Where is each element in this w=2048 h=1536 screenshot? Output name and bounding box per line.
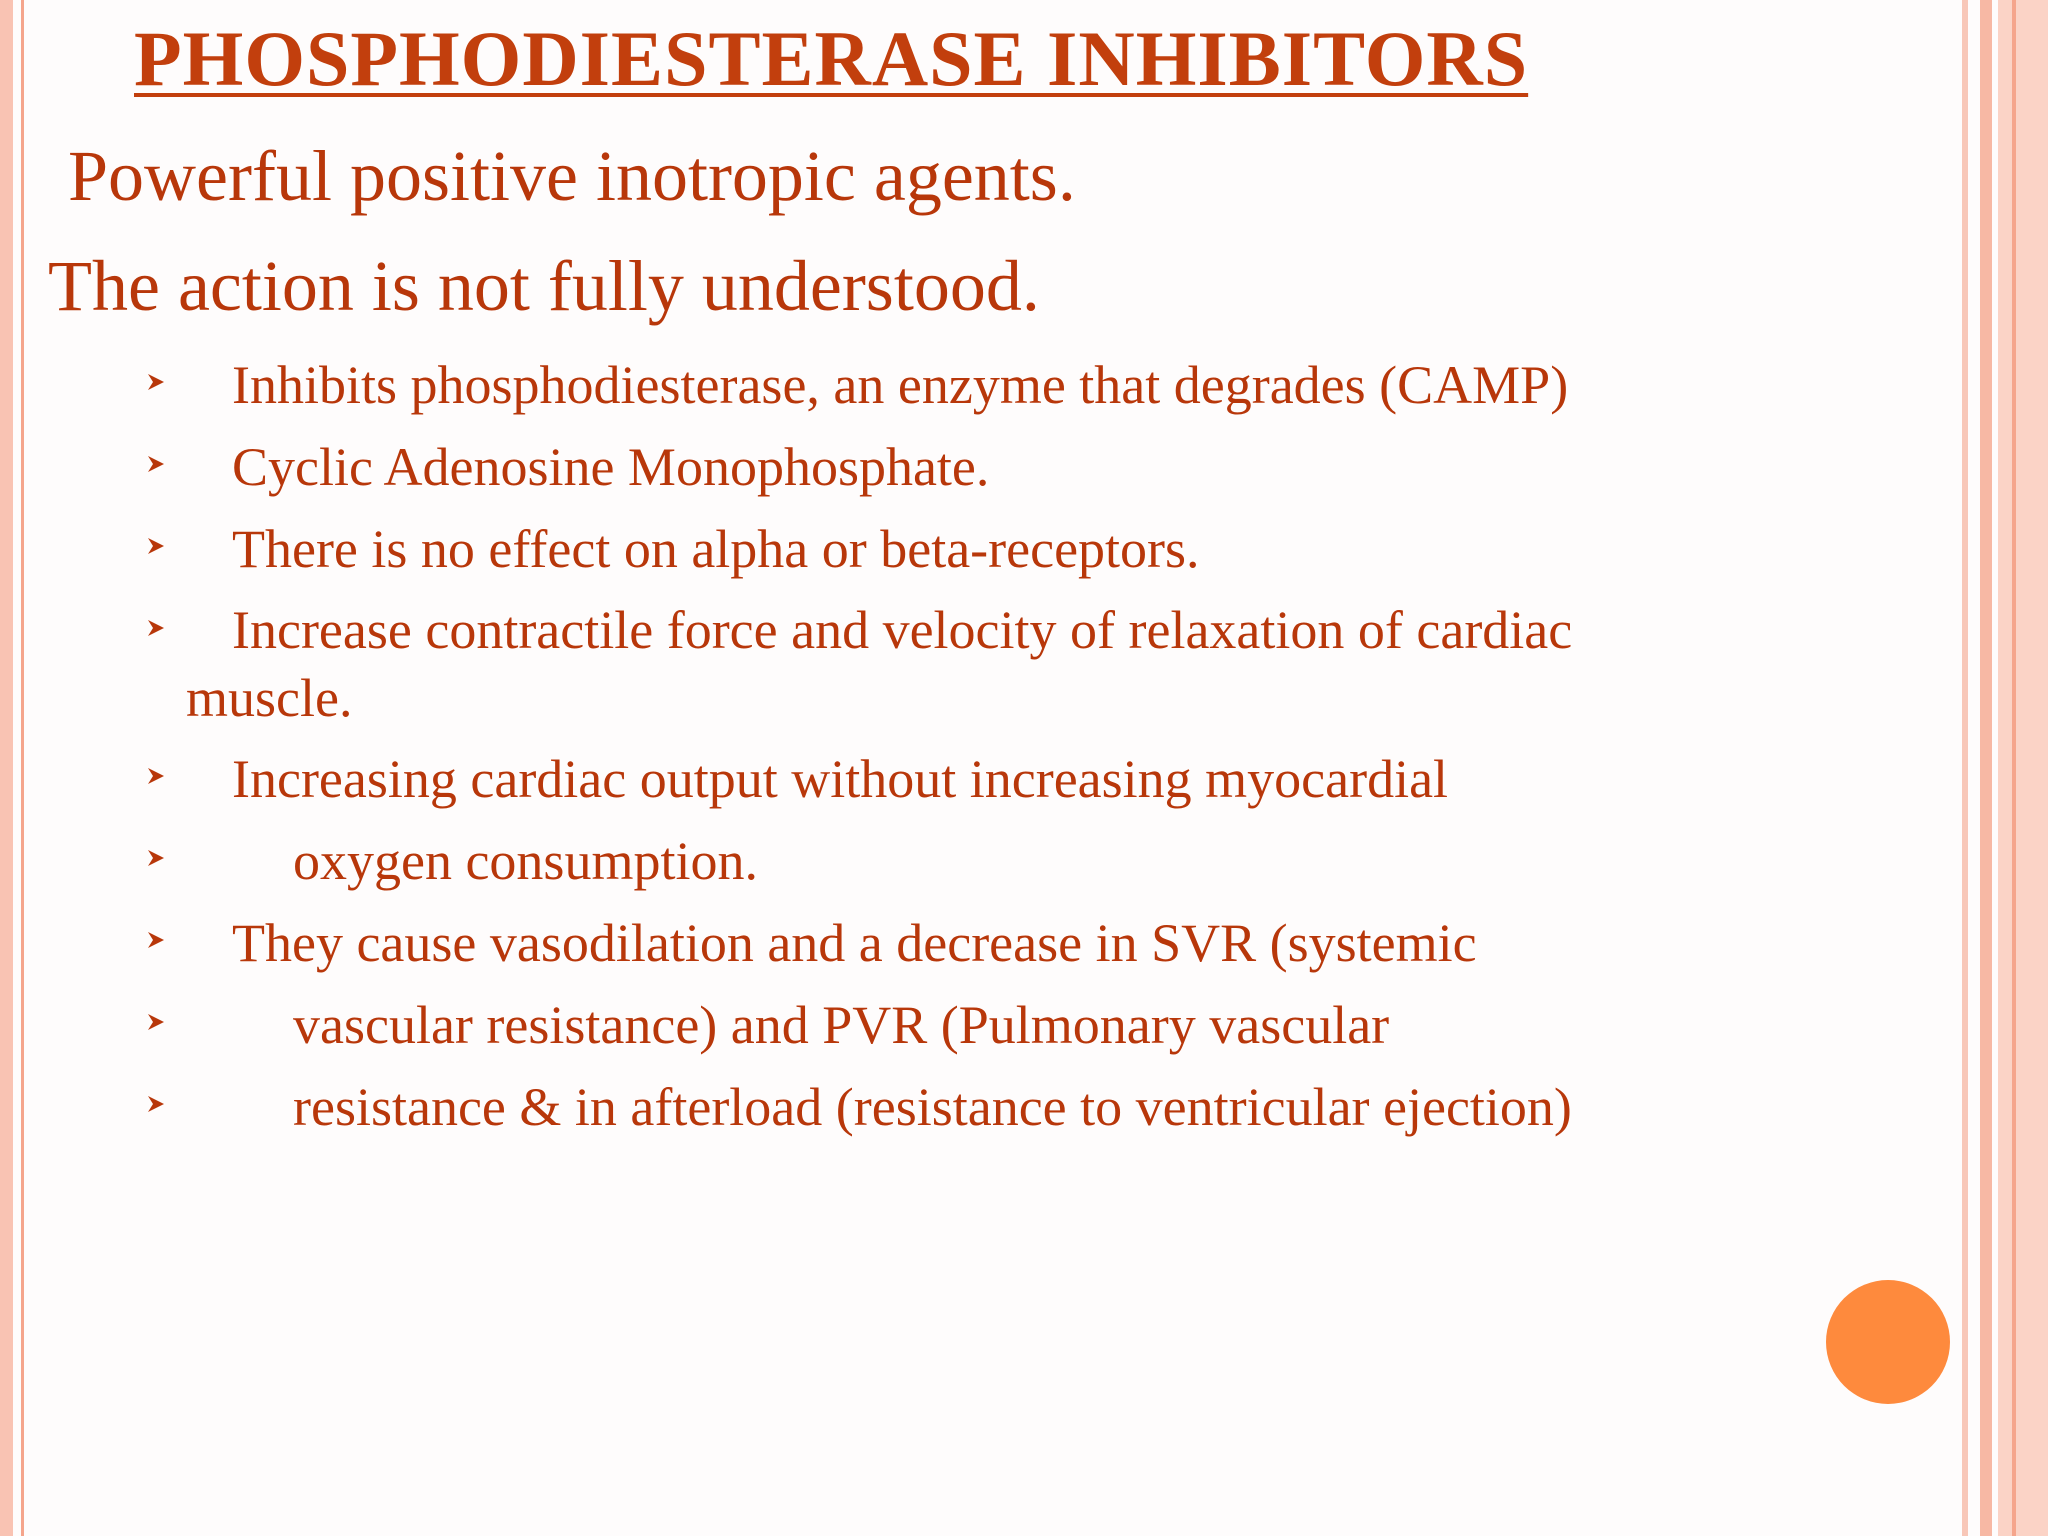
bullet-text: Inhibits phosphodiesterase, an enzyme that degrades (CAMP) (232, 355, 1569, 415)
list-item (140, 1072, 1940, 1142)
list-item (140, 908, 1940, 978)
arrowhead-bullet-icon (146, 1094, 166, 1114)
bullet-text: Cyclic Adenosine Monophosphate. (232, 437, 990, 497)
lead-line-2: The action is not fully understood. (48, 246, 1040, 326)
bullet-list (140, 350, 1940, 1142)
list-item (140, 596, 1940, 732)
left-border (0, 0, 13, 1536)
right-border-strip (1962, 0, 1968, 1536)
right-border-strip (1980, 0, 1992, 1536)
list-item (140, 744, 1940, 814)
arrowhead-bullet-icon (146, 1012, 166, 1032)
bullet-text: Increase contractile force and velocity of relaxation of cardiac (232, 600, 1573, 660)
bullet-text: oxygen consumption. (293, 831, 758, 891)
arrowhead-bullet-icon (146, 536, 166, 556)
list-item (140, 432, 1940, 502)
arrowhead-bullet-icon (146, 618, 166, 638)
list-item (140, 826, 1940, 896)
bullet-text: There is no effect on alpha or beta-receptors. (232, 519, 1200, 579)
arrowhead-bullet-icon (146, 372, 166, 392)
left-border-line (21, 0, 24, 1536)
slide-title: PHOSPHODIESTERASE INHIBITORS (134, 15, 1529, 102)
list-item (140, 990, 1940, 1060)
arrowhead-bullet-icon (146, 454, 166, 474)
right-border-band (1998, 0, 2048, 1536)
bullet-text: They cause vasodilation and a decrease in SVR (systemic (232, 913, 1477, 973)
right-border-line (2012, 0, 2016, 1536)
arrowhead-bullet-icon (146, 930, 166, 950)
lead-line-1: Powerful positive inotropic agents. (68, 136, 1076, 216)
bullet-text: resistance & in afterload (resistance to ventricular ejection) (293, 1077, 1572, 1137)
list-item (140, 350, 1940, 420)
arrowhead-bullet-icon (146, 766, 166, 786)
bullet-text: vascular resistance) and PVR (Pulmonary vascular (293, 995, 1390, 1055)
list-item (140, 514, 1940, 584)
arrowhead-bullet-icon (146, 848, 166, 868)
orange-circle-decoration (1826, 1280, 1950, 1404)
bullet-text-continuation: muscle. (186, 668, 353, 728)
bullet-text: Increasing cardiac output without increasing myocardial (232, 749, 1449, 809)
